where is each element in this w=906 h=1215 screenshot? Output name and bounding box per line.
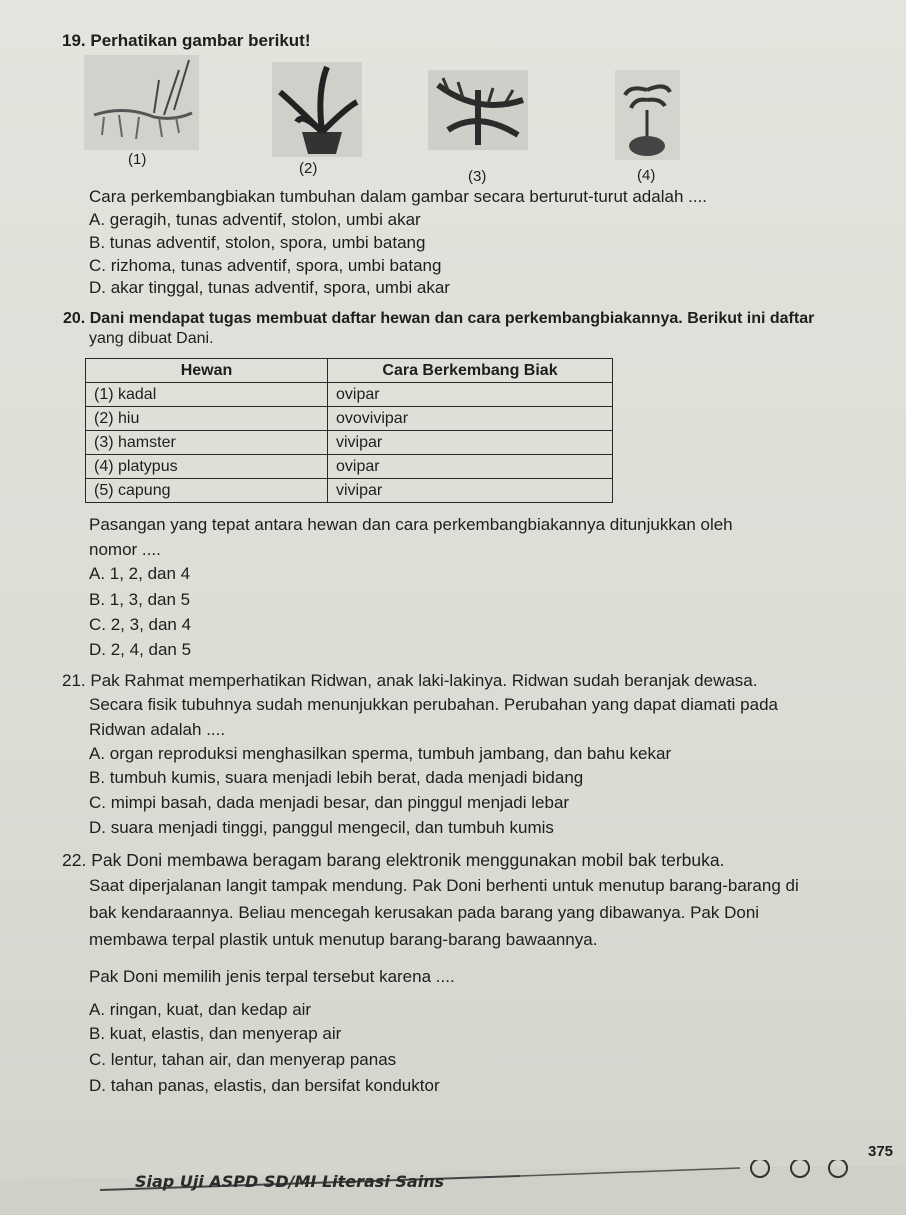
caption-1: (1) bbox=[128, 151, 147, 168]
method-cell: ovipar bbox=[328, 455, 613, 479]
plant-image-1 bbox=[84, 55, 199, 150]
q22-line2: Saat diperjalanan langit tampak mendung. Pak Doni berhenti untuk menutup barang-barang di bbox=[89, 876, 799, 895]
q21-line3: Ridwan adalah .... bbox=[89, 720, 226, 739]
caption-2: (2) bbox=[299, 160, 318, 177]
method-cell: vivipar bbox=[328, 431, 613, 455]
method-cell: vivipar bbox=[328, 479, 613, 503]
q19-title: 19. Perhatikan gambar berikut! bbox=[62, 31, 311, 50]
q22-option-b[interactable]: B. kuat, elastis, dan menyerap air bbox=[89, 1024, 342, 1043]
plant-image-3 bbox=[428, 70, 528, 150]
q21-option-c[interactable]: C. mimpi basah, dada menjadi besar, dan pinggul menjadi lebar bbox=[89, 793, 570, 812]
q21-line1: 21. Pak Rahmat memperhatikan Ridwan, anak laki-lakinya. Ridwan sudah beranjak dewasa. bbox=[62, 671, 758, 690]
plant-image-2 bbox=[272, 62, 362, 157]
q19-stem: Cara perkembangbiakan tumbuhan dalam gambar secara berturut-turut adalah .... bbox=[89, 187, 708, 206]
q20-title-line1: 20. Dani mendapat tugas membuat daftar hewan dan cara perkembangbiakannya. Berikut ini daftar bbox=[63, 310, 815, 327]
q20-option-b[interactable]: B. 1, 3, dan 5 bbox=[89, 590, 191, 609]
caption-3: (3) bbox=[468, 168, 487, 185]
header-cara: Cara Berkembang Biak bbox=[328, 359, 613, 383]
table-row bbox=[86, 431, 613, 455]
q22-line3: bak kendaraannya. Beliau mencegah kerusakan pada barang yang dibawanya. Pak Doni bbox=[89, 903, 760, 922]
table-row bbox=[86, 383, 613, 407]
table-row bbox=[86, 407, 613, 431]
q22-line4: membawa terpal plastik untuk menutup barang-barang bawaannya. bbox=[89, 930, 598, 949]
animal-cell: (5) capung bbox=[86, 479, 328, 503]
caption-4: (4) bbox=[637, 167, 656, 184]
animal-reproduction-table bbox=[85, 358, 613, 503]
plant-image-4 bbox=[615, 70, 680, 160]
q19-option-a[interactable]: A. geragih, tunas adventif, stolon, umbi akar bbox=[89, 210, 421, 229]
q21-option-a[interactable]: A. organ reproduksi menghasilkan sperma, tumbuh jambang, dan bahu kekar bbox=[89, 744, 672, 763]
q19-option-b[interactable]: B. tunas adventif, stolon, spora, umbi batang bbox=[89, 233, 426, 252]
method-cell: ovipar bbox=[328, 383, 613, 407]
table-row bbox=[86, 479, 613, 503]
animal-cell: (2) hiu bbox=[86, 407, 328, 431]
method-cell: ovovivipar bbox=[328, 407, 613, 431]
table-header-row bbox=[86, 359, 613, 383]
q21-option-d[interactable]: D. suara menjadi tinggi, panggul mengecil, dan tumbuh kumis bbox=[89, 818, 554, 837]
header-hewan: Hewan bbox=[86, 359, 328, 383]
q20-stem-line2: nomor .... bbox=[89, 540, 161, 559]
page-number: 375 bbox=[868, 1143, 894, 1160]
q20-option-a[interactable]: A. 1, 2, dan 4 bbox=[89, 564, 191, 583]
q22-option-d[interactable]: D. tahan panas, elastis, dan bersifat konduktor bbox=[89, 1076, 440, 1095]
q19-option-c[interactable]: C. rizhoma, tunas adventif, spora, umbi batang bbox=[89, 256, 442, 275]
q22-option-c[interactable]: C. lentur, tahan air, dan menyerap panas bbox=[89, 1050, 397, 1069]
animal-cell: (4) platypus bbox=[86, 455, 328, 479]
q20-option-c[interactable]: C. 2, 3, dan 4 bbox=[89, 615, 192, 634]
q21-line2: Secara fisik tubuhnya sudah menunjukkan perubahan. Perubahan yang dapat diamati pada bbox=[89, 695, 778, 714]
animal-cell: (3) hamster bbox=[86, 431, 328, 455]
q20-title-line2: yang dibuat Dani. bbox=[89, 330, 214, 347]
q22-option-a[interactable]: A. ringan, kuat, dan kedap air bbox=[89, 1000, 312, 1019]
animal-cell: (1) kadal bbox=[86, 383, 328, 407]
table-row bbox=[86, 455, 613, 479]
footer-book-title: Siap Uji ASPD SD/MI Literasi Sains bbox=[135, 1172, 445, 1191]
q20-option-d[interactable]: D. 2, 4, dan 5 bbox=[89, 640, 192, 659]
q22-line1: 22. Pak Doni membawa beragam barang elektronik menggunakan mobil bak terbuka. bbox=[62, 850, 725, 870]
q19-option-d[interactable]: D. akar tinggal, tunas adventif, spora, umbi akar bbox=[89, 278, 450, 297]
q20-stem-line1: Pasangan yang tepat antara hewan dan cara perkembangbiakannya ditunjukkan oleh bbox=[89, 515, 733, 534]
q22-line5: Pak Doni memilih jenis terpal tersebut karena .... bbox=[89, 967, 455, 986]
q21-option-b[interactable]: B. tumbuh kumis, suara menjadi lebih berat, dada menjadi bidang bbox=[89, 768, 584, 787]
